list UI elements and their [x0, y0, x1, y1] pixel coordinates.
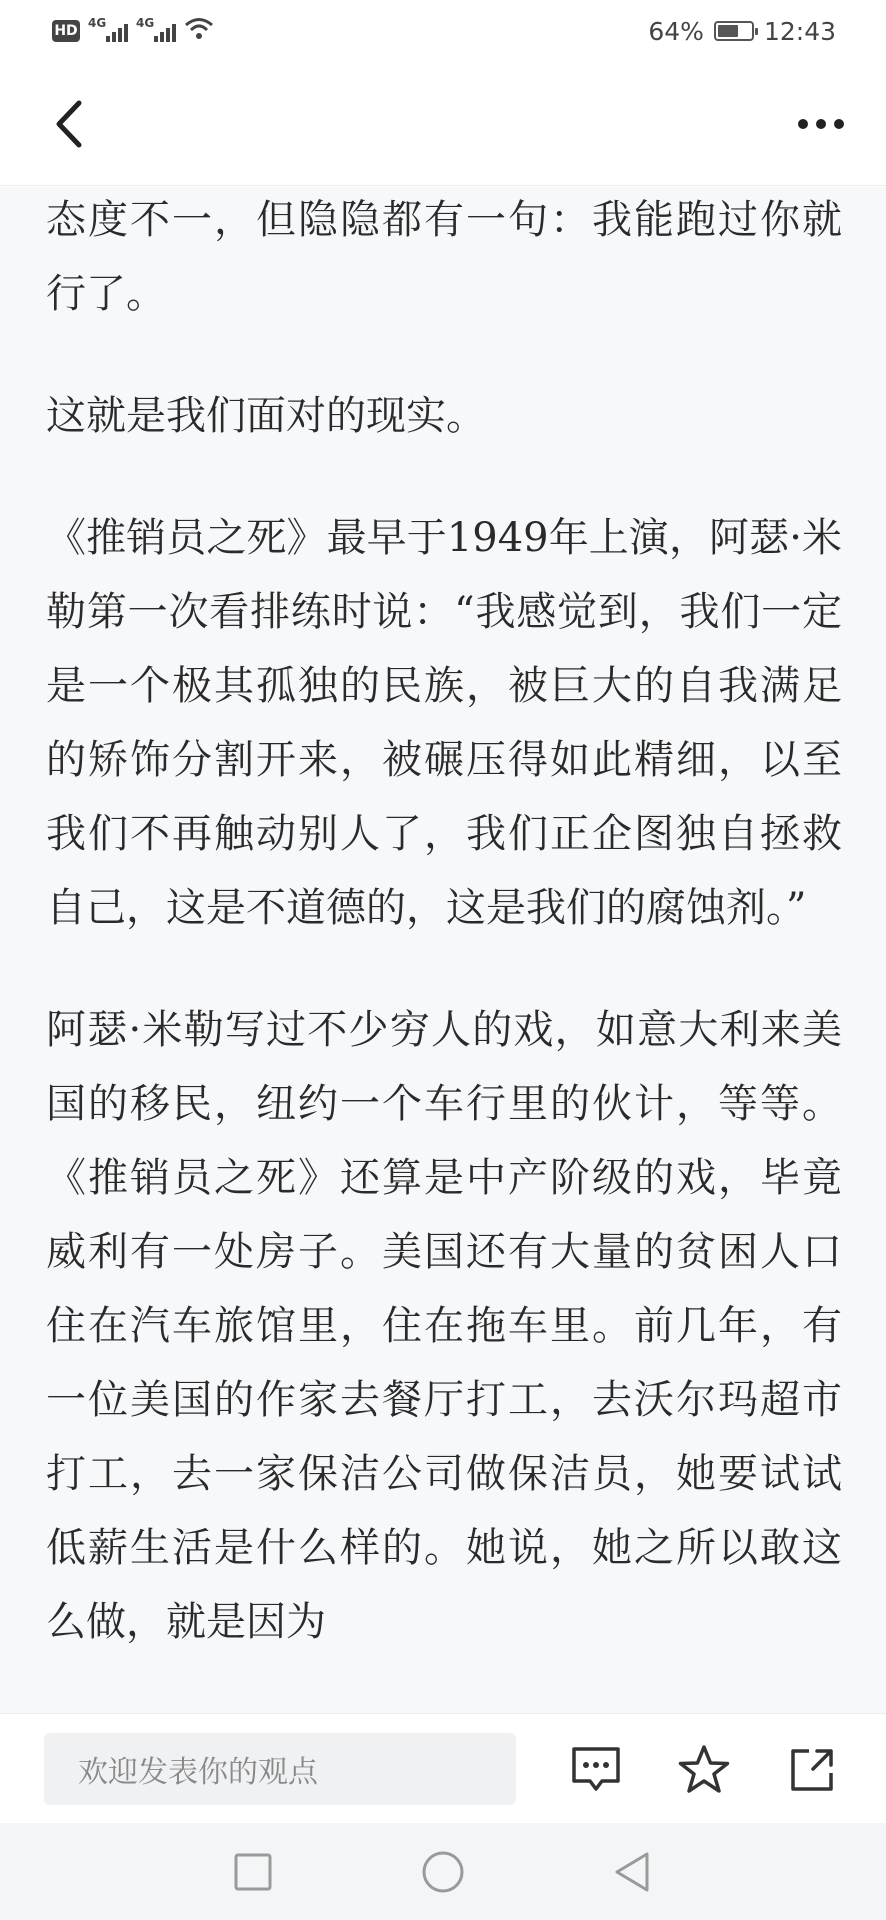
system-nav-bar	[0, 1823, 886, 1920]
comment-icon	[570, 1745, 622, 1795]
battery-fill	[718, 25, 738, 37]
app-header	[0, 62, 886, 186]
share-icon	[787, 1745, 837, 1795]
chevron-left-icon	[51, 99, 85, 149]
nav-back-button[interactable]	[607, 1847, 657, 1897]
battery-percent: 64%	[648, 16, 704, 46]
square-icon	[233, 1852, 273, 1892]
recents-button[interactable]	[228, 1847, 278, 1897]
back-button[interactable]	[38, 92, 98, 156]
star-icon	[677, 1744, 731, 1796]
network-type-2: 4G	[136, 16, 155, 30]
network-type-1: 4G	[88, 16, 107, 30]
article-paragraph: 态度不一，但隐隐都有一句：我能跑过你就行了。	[46, 197, 842, 317]
more-button[interactable]	[786, 92, 856, 156]
signal-icon-1	[88, 16, 128, 42]
more-dot	[834, 119, 844, 129]
more-dot	[816, 119, 826, 129]
signal-icon-2	[136, 16, 176, 42]
clock: 12:43	[763, 16, 836, 46]
comment-button[interactable]	[566, 1740, 626, 1800]
article-paragraph: 阿瑟·米勒写过不少穷人的戏，如意大利来美国的移民，纽约一个车行里的伙计，等等。《推销员之死》还算是中产阶级的戏，毕竟威利有一处房子。美国还有大量的贫困人口住在汽车旅馆里，住在拖车里。前几年，有一位美国的作家去餐厅打工，去沃尔玛超市打工，去一家保洁公司做保洁员，她要试试低薪生活是什么样的。她说，她之所以敢这么做，就是因为	[46, 1007, 842, 1645]
status-bar	[0, 0, 886, 62]
wifi-icon	[184, 16, 214, 46]
article-paragraph: 这就是我们面对的现实。	[46, 393, 486, 439]
battery-icon	[714, 21, 754, 41]
circle-icon	[421, 1850, 465, 1894]
status-left	[52, 16, 214, 46]
home-button[interactable]	[418, 1847, 468, 1897]
article-body[interactable]	[0, 187, 886, 1713]
article-content	[0, 187, 886, 1659]
status-right	[648, 17, 836, 46]
comment-bar	[0, 1713, 886, 1823]
hd-icon: HD	[52, 20, 80, 42]
more-dot	[798, 119, 808, 129]
favorite-button[interactable]	[674, 1740, 734, 1800]
comment-input[interactable]: 欢迎发表你的观点	[44, 1733, 516, 1805]
triangle-back-icon	[611, 1850, 653, 1894]
article-paragraph: 《推销员之死》最早于1949年上演，阿瑟·米勒第一次看排练时说：“我感觉到，我们一定是一个极其孤独的民族，被巨大的自我满足的矫饰分割开来，被碾压得如此精细，以至我们不再触动别人了，我们正企图独自拯救自己，这是不道德的，这是我们的腐蚀剂。”	[46, 515, 842, 931]
share-button[interactable]	[782, 1740, 842, 1800]
